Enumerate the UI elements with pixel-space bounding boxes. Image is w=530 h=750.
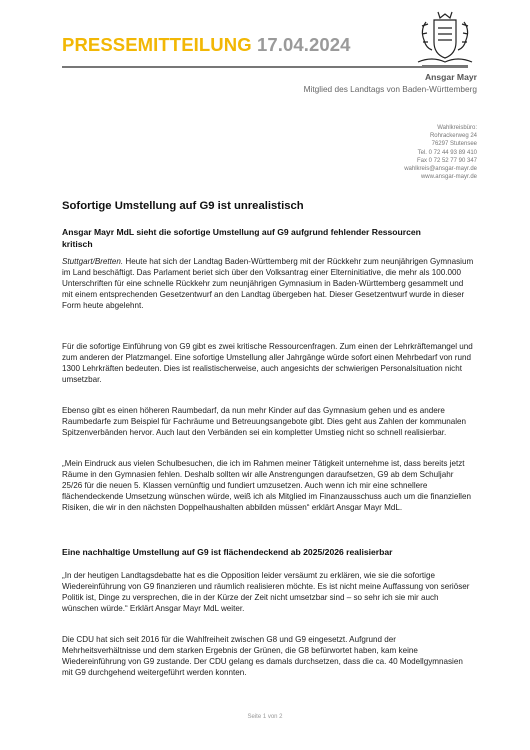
office-website: www.ansgar-mayr.de [420, 174, 477, 181]
author-name: Ansgar Mayr [424, 72, 477, 82]
title-date: 17.04.2024 [256, 34, 351, 55]
office-line: Wahlkreisbüro: [437, 125, 477, 131]
header-divider [62, 66, 468, 68]
subheadline: Ansgar Mayr MdL sieht die sofortige Umstellung auf G9 aufgrund fehlender Ressourcen kritisch [62, 227, 421, 249]
author-role: Mitglied des Landtags von Baden-Württemberg [303, 84, 477, 94]
coat-of-arms-icon [412, 6, 478, 72]
paragraph-6: Die CDU hat sich seit 2016 für die Wahlfreiheit zwischen G8 und G9 eingesetzt. Aufgrund der Mehrheitsverhältnisse und dem starken Ergebnis der Grünen, die G8 befürwortet haben, kam keine Wiedereinführung von G9 zustande. Der CDU gelang es damals durchsetzen, dass die ca. 40 Modellgymnasien mit G9 durchgehend weitergeführt werden konnten. [62, 635, 463, 678]
press-release-title [62, 34, 351, 56]
paragraph-2: Für die sofortige Einführung von G9 gibt es zwei kritische Ressourcenfragen. Zum einen der Lehrkräftemangel und zum anderen der Platzmangel. Eine sofortige Umstellung aller Jahrgänge würde sofort einen Mehrbedarf von rund 1300 Lehrkräften bedeuten. Dies ist realistischerweise, auch angesichts der schwierigen Personalsituation nicht umsetzbar. [62, 342, 473, 385]
section-heading: Eine nachhaltige Umstellung auf G9 ist flächendeckend ab 2025/2026 realisierbar [62, 547, 393, 557]
office-line: 76297 Stutensee [431, 141, 477, 148]
paragraph-5: „In der heutigen Landtagsdebatte hat es die Opposition leider versäumt zu erklären, wie sie die sofortige Wiedereinführung von G9 finanzieren und räumlich realisieren möchte. Es ist nicht meine Auffassung von seriöser Politik ist, Dinge zu versprechen, die in der Kürze der Zeit nicht umsetzbar sind – so sehr ich sie mir auch wünschen würde.“ Erklärt Ansgar Mayr MdL weiter. [62, 571, 470, 614]
office-address-block [404, 124, 477, 181]
paragraph-3: Ebenso gibt es einen höheren Raumbedarf, da nun mehr Kinder auf das Gymnasium gehen und es andere Raumbedarfe zum Beispiel für Fachräume und Betreuungsangebote gibt. Dies geht aus Zahlen der kommunalen Spitzenverbänden hervor. Auch laut den Verbänden sei ein kompletter Umstieg nicht so schnell realisierbar. [62, 406, 467, 438]
paragraph-1 [62, 256, 474, 311]
page-number: Seite 1 von 2 [247, 714, 283, 720]
title-label: PRESSEMITTEILUNG [62, 34, 252, 55]
office-line: Rohrackerweg 24 [429, 133, 477, 140]
office-email: wahlkreis@ansgar-mayr.de [404, 166, 477, 173]
paragraph-1-text: Heute hat sich der Landtag Baden-Württemberg mit der Rückkehr zum neunjährigen Gymnasium im Land beschäftigt. Das Parlament beriet sich über den Volksantrag einer Elterninitiative, die mehr als 100.000 Unterschriften für eine schnelle Rückkehr zum neunjährigen Gymnasium in Baden-Württemberg gesammelt und mit einem entsprechenden Gesetzentwurf an den Landtag übergeben hat. Dieser Gesetzentwurf wurde in dieser Form heute abgelehnt. [62, 257, 474, 311]
paragraph-4: „Mein Eindruck aus vielen Schulbesuchen, die ich im Rahmen meiner Tätigkeit unternehme ist, dass bereits jetzt Räume in den Gymnasien fehlen. Deshalb sollten wir alle Anstrengungen daraufsetzen, G9 ab dem Schuljahr 25/26 für die neuen 5. Klassen vernünftig und fundiert umzusetzen. Auch wenn ich mir eine schnellere flächendeckende Umsetzung wünschen würde, weiß ich als Mitglied im Finanzausschuss auch um die finanziellen Risiken, die wir in den nächsten Doppelhaushalten abbilden müssen“ erklärt Ansgar Mayr MdL. [62, 459, 471, 513]
headline: Sofortige Umstellung auf G9 ist unrealistisch [62, 200, 304, 212]
dateline: Stuttgart/Bretten. [62, 257, 124, 266]
office-line: Fax 0 72 52 77 90 347 [416, 157, 477, 164]
office-line: Tel. 0 72 44 93 89 410 [417, 149, 477, 156]
